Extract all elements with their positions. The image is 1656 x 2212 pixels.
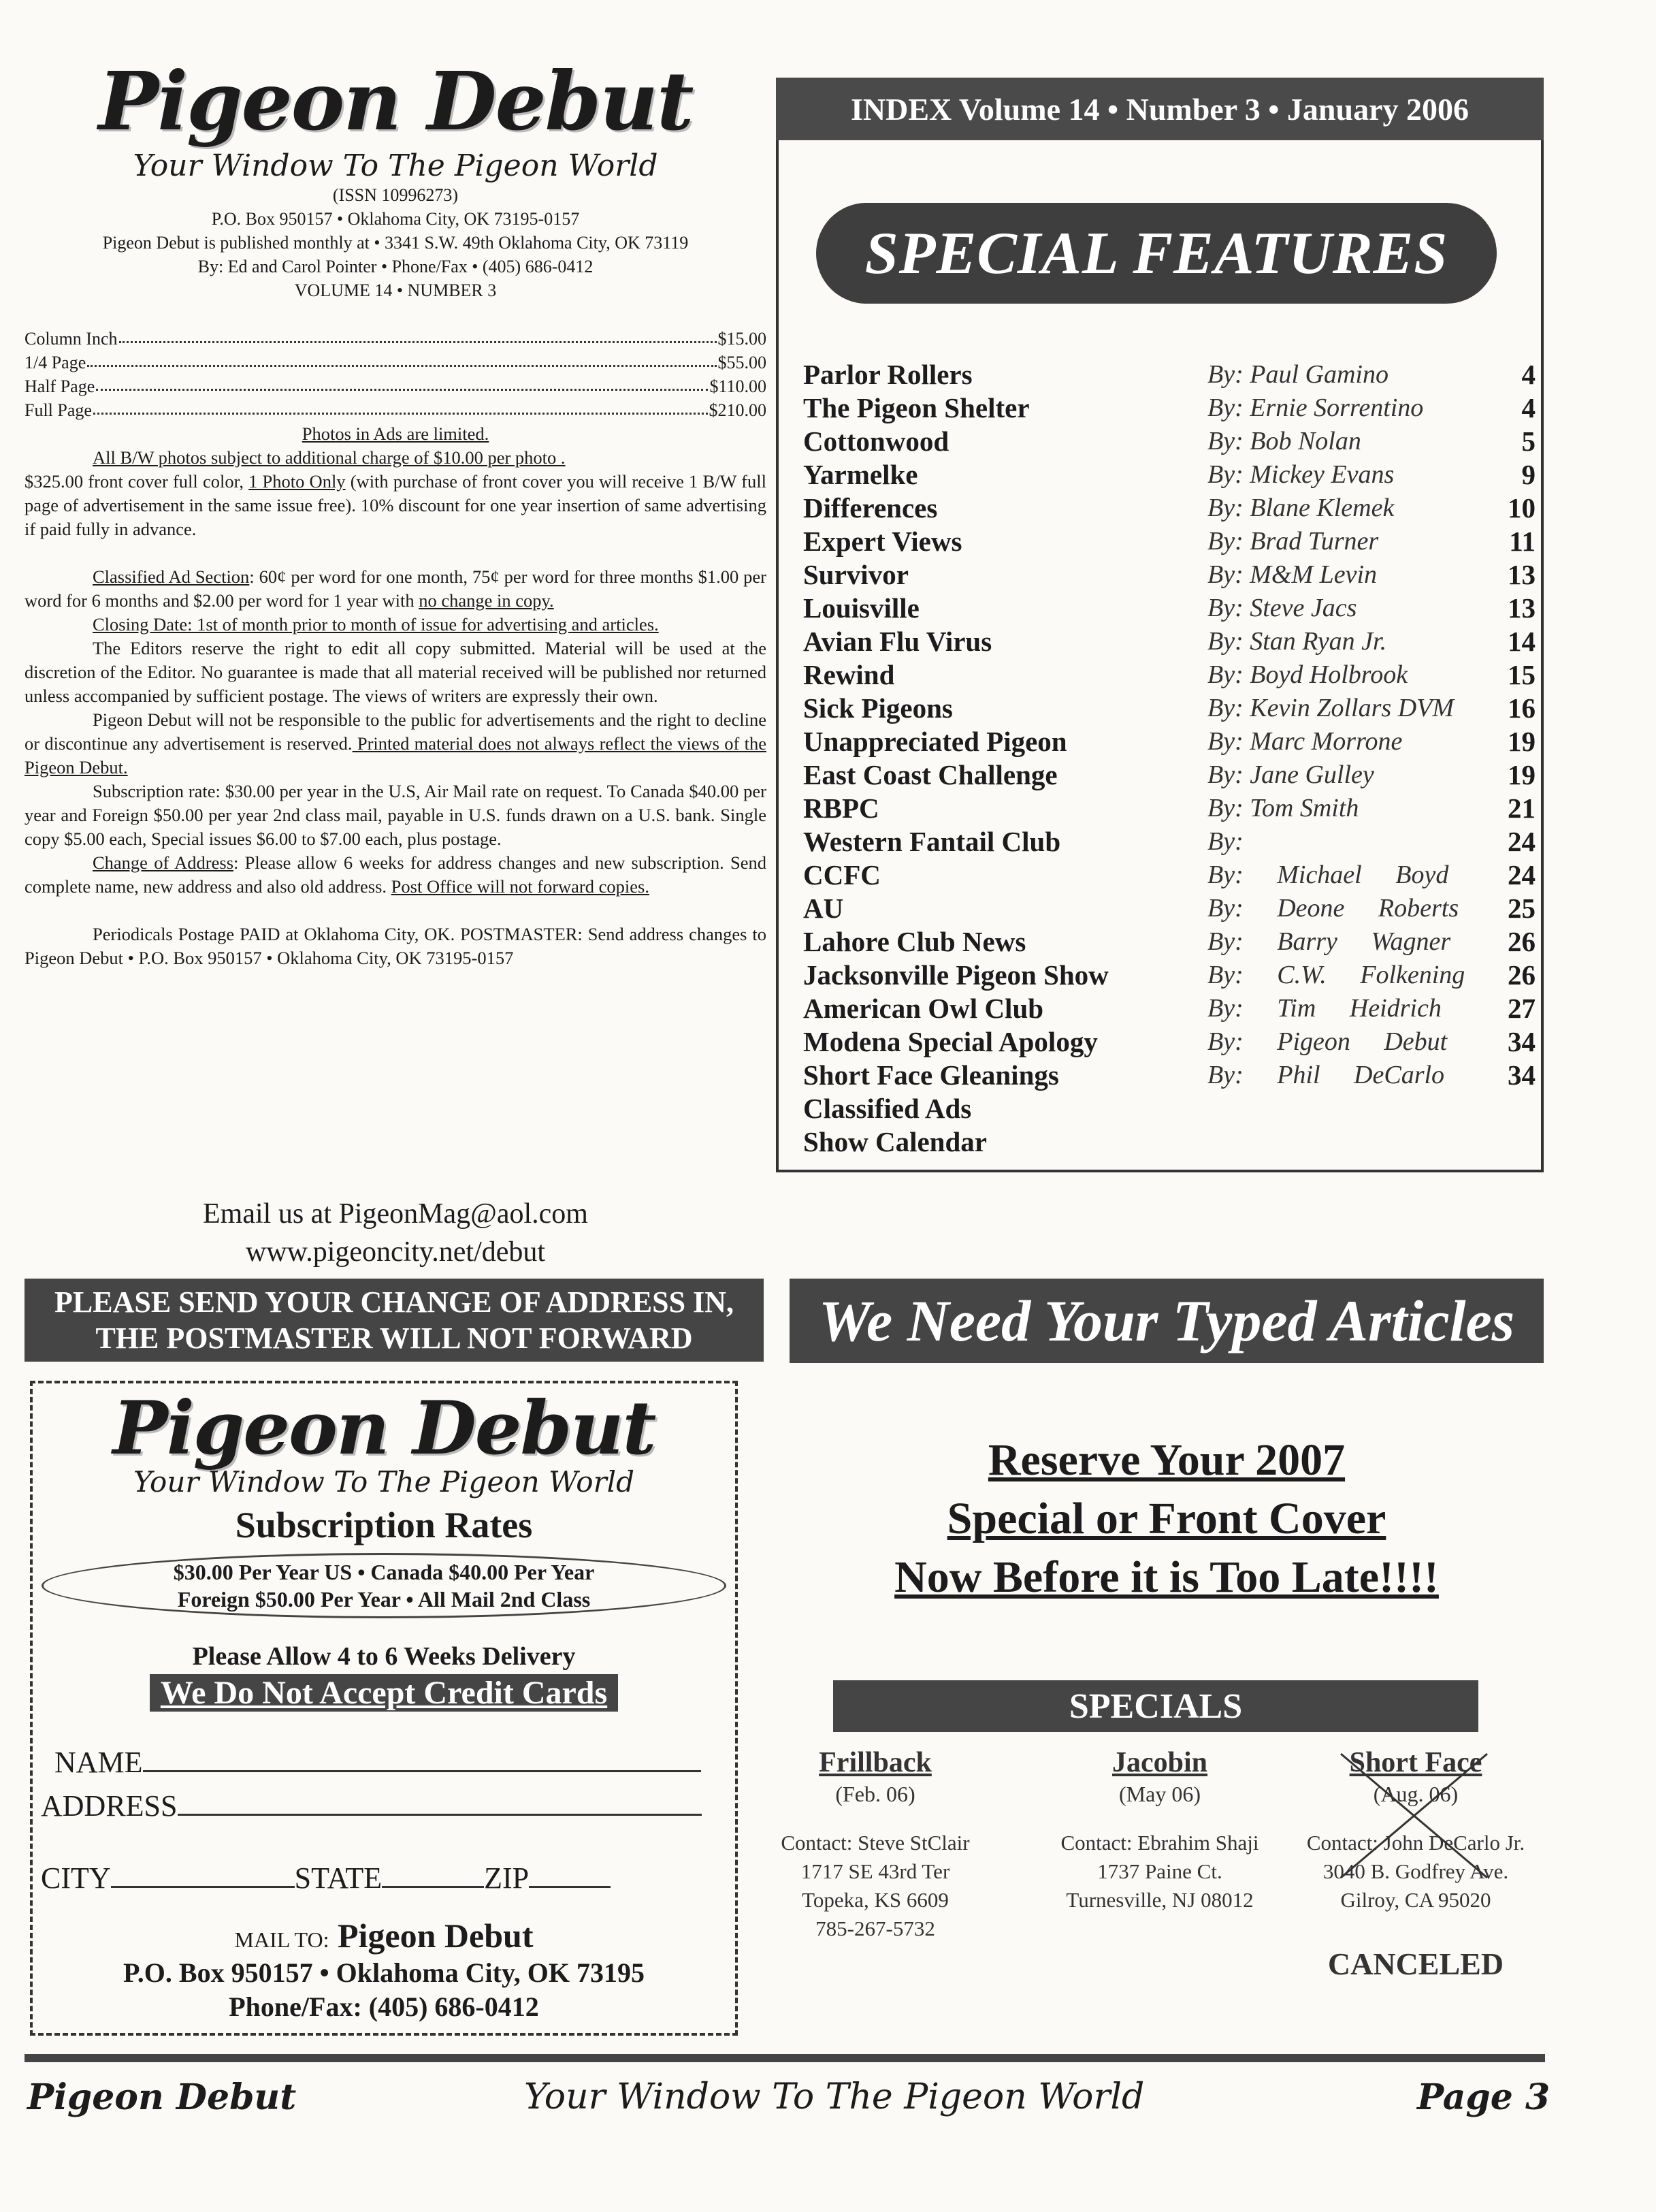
po-box-address: P.O. Box 950157 • Oklahoma City, OK 73195-0157 [211,209,580,229]
toc-page: 5 [1521,426,1536,457]
toc-author: By: [1207,827,1244,856]
subscription-rates-oval: $30.00 Per Year US • Canada $40.00 Per Year Foreign $50.00 Per Year • All Mail 2nd Class [42,1553,726,1618]
toc-page: 4 [1521,392,1536,423]
toc-row [803,1092,1536,1125]
subscription-rates-title: Subscription Rates [235,1505,533,1545]
toc-page: 27 [1508,993,1536,1024]
pigeon-debut-logo: Pigeon Debut [98,54,693,148]
canceled-cross-mark [1334,1748,1497,1885]
front-cover-rate: $325.00 front cover full color, 1 Photo Only (with purchase of front cover you will receive 1 B/W full page of advertisement in the same issue free). 10% discount for one year insertion of same advertising if paid fully in advance. [25,471,766,539]
toc-row [803,758,1536,792]
toc-title: Cottonwood [803,426,949,457]
change-of-address-banner: PLEASE SEND YOUR CHANGE OF ADDRESS IN, THE POSTMASTER WILL NOT FORWARD [25,1279,764,1362]
index-header: INDEX Volume 14 • Number 3 • January 2006 [776,78,1544,140]
toc-title: Show Calendar [803,1126,987,1157]
volume-number: VOLUME 14 • NUMBER 3 [294,280,497,300]
mail-address: P.O. Box 950157 • Oklahoma City, OK 73195 [123,1957,645,1988]
subscription-rate: Subscription rate: $30.00 per year in the U.S, Air Mail rate on request. To Canada $40.00 per year and Foreign $50.00 per year 2nd class mail, payable in U.S. funds drawn on a U.S. bank. Single copy $5.00 each, Special issues $6.00 to $7.00 each, plus postage. [25,781,766,849]
toc-title: Jacksonville Pigeon Show [803,959,1109,991]
mail-phone: Phone/Fax: (405) 686-0412 [229,1991,539,2022]
toc-page: 9 [1521,459,1536,490]
toc-title: Survivor [803,559,909,590]
toc-page: 14 [1508,626,1536,657]
address-field[interactable]: ADDRESS [41,1788,702,1823]
toc-row [803,992,1536,1025]
toc-row [803,825,1536,859]
toc-title: Unappreciated Pigeon [803,726,1067,757]
tagline: Your Window To The Pigeon World [133,148,658,183]
toc-title: Differences [803,492,938,524]
toc-page: 10 [1508,492,1536,524]
rate-row: 1/4 Page $55.00 [25,353,766,372]
toc-row [803,525,1536,558]
toc-title: Lahore Club News [803,926,1026,957]
typed-articles-banner: We Need Your Typed Articles [790,1279,1544,1363]
toc-page: 13 [1508,592,1536,624]
bw-photo-charge: All B/W photos subject to additional charge of $10.00 per photo . [93,447,566,468]
classified-ads-rate: Classified Ad Section: 60¢ per word for one month, 75¢ per word for three months $1.00 per word for 6 months and $2.00 per word for 1 year with no change in copy. [25,566,766,611]
reserve-cover-notice: Reserve Your 2007 Special or Front Cover Now Before it is Too Late!!!! [894,1435,1439,1602]
toc-title: CCFC [803,859,881,891]
rate-row: Half Page $110.00 [25,376,766,396]
closing-date: Closing Date: 1st of month prior to month of issue for advertising and articles. [93,614,659,635]
toc-row [803,592,1536,625]
tagline: Your Window To The Pigeon World [133,1465,634,1498]
publication-info [25,183,766,302]
toc-author: By: Tim Heidrich [1207,994,1442,1023]
website-line: www.pigeoncity.net/debut [245,1236,546,1268]
toc-author: By: Blane Klemek [1207,494,1395,522]
toc-title: Modena Special Apology [803,1026,1098,1057]
toc-row [803,1125,1536,1159]
footer-title: Pigeon Debut [27,2077,297,2118]
toc-page: 24 [1508,826,1536,857]
toc-row [803,492,1536,525]
toc-title: Yarmelke [803,459,918,490]
toc-author: By: Jane Gulley [1207,760,1374,789]
toc-title: Short Face Gleanings [803,1059,1059,1091]
toc-title: East Coast Challenge [803,759,1058,790]
toc-title: AU [803,893,844,924]
rate-row: Full Page $210.00 [25,400,766,420]
toc-row [803,792,1536,825]
toc-row [803,1059,1536,1092]
toc-author: By: Brad Turner [1207,527,1379,556]
toc-author: By: Pigeon Debut [1207,1027,1448,1056]
city-state-zip-field[interactable]: CITY STATE ZIP [41,1860,611,1895]
toc-page: 25 [1508,893,1536,924]
toc-page: 34 [1508,1026,1536,1057]
special-short-face: Short Face (Aug. 06) Contact: John DeCarlo Jr. 3040 B. Godfrey Ave. Gilroy, CA 95020 [1306,1747,1525,1912]
toc-author: By: Bob Nolan [1207,427,1361,455]
toc-row [803,358,1536,391]
ad-rates-table [25,325,766,421]
footer-rule [25,2054,1545,2062]
toc-row [803,859,1536,892]
index-panel [776,78,1544,1172]
toc-author: By: M&M Levin [1207,560,1378,589]
toc-page: 21 [1508,792,1536,824]
toc-author: By: Boyd Holbrook [1207,660,1408,689]
toc-title: Sick Pigeons [803,692,953,724]
toc-author: By: Ernie Sorrentino [1207,394,1424,422]
table-of-contents [803,358,1536,1159]
policy-text [25,422,766,970]
mail-to-line: MAIL TO: Pigeon Debut [234,1917,534,1955]
periodicals-postage: Periodicals Postage PAID at Oklahoma City, OK. POSTMASTER: Send address changes to Pigeon Debut • P.O. Box 950157 • Oklahoma City, OK 73195-0157 [25,924,766,968]
toc-author: By: Phil DeCarlo [1207,1061,1445,1089]
delivery-note: Please Allow 4 to 6 Weeks Delivery [192,1642,576,1671]
responsibility-statement: Pigeon Debut will not be responsible to the public for advertisements and the right to decline or discontinue any advertisement is reserved. Printed material does not always reflect the views of the Pigeon Debut. [25,709,766,778]
toc-row [803,959,1536,992]
canceled-label: CANCELED [1327,1946,1504,1981]
toc-page: 4 [1521,359,1536,390]
toc-author: By: Tom Smith [1207,794,1359,822]
toc-title: Expert Views [803,526,962,557]
toc-row [803,892,1536,925]
published-statement: Pigeon Debut is published monthly at • 3341 S.W. 49th Oklahoma City, OK 73119 [102,233,689,253]
publishers-line: By: Ed and Carol Pointer • Phone/Fax • (405) 686-0412 [197,257,594,276]
toc-title: Rewind [803,659,895,690]
toc-author: By: Paul Gamino [1207,360,1389,389]
toc-row [803,725,1536,758]
toc-title: Louisville [803,592,920,624]
toc-author: By: Marc Morrone [1207,727,1403,756]
toc-page: 34 [1508,1059,1536,1091]
toc-row [803,625,1536,658]
toc-author: By: Steve Jacs [1207,594,1357,622]
toc-row [803,658,1536,692]
toc-row [803,925,1536,959]
toc-author: By: Kevin Zollars DVM [1207,694,1455,722]
footer-tagline: Your Window To The Pigeon World [524,2077,1145,2117]
toc-row [803,558,1536,592]
toc-row [803,458,1536,492]
special-frillback: Frillback (Feb. 06) Contact: Steve StClair 1717 SE 43rd Ter Topeka, KS 6609 785-267-5732 [781,1747,970,1940]
toc-title: Avian Flu Virus [803,626,992,657]
no-credit-cards-label: We Do Not Accept Credit Cards [150,1674,618,1712]
toc-row [803,1025,1536,1059]
toc-author: By: Deone Roberts [1207,894,1459,923]
rate-row: Column Inch $15.00 [25,329,766,349]
toc-page: 19 [1508,759,1536,790]
toc-row [803,692,1536,725]
toc-author: By: Michael Boyd [1207,861,1449,889]
toc-title: The Pigeon Shelter [803,392,1030,423]
toc-page: 19 [1508,726,1536,757]
toc-author: By: Barry Wagner [1207,927,1451,956]
toc-page: 16 [1508,692,1536,724]
special-jacobin: Jacobin (May 06) Contact: Ebrahim Shaji 1737 Paine Ct. Turnesville, NJ 08012 [1060,1747,1259,1912]
toc-row [803,391,1536,425]
contact-info [25,1195,766,1271]
toc-page: 24 [1508,859,1536,891]
pigeon-debut-logo: Pigeon Debut [112,1385,655,1471]
toc-page: 26 [1508,926,1536,957]
toc-row [803,425,1536,458]
toc-page: 13 [1508,559,1536,590]
name-field[interactable]: NAME [54,1744,701,1780]
toc-page: 15 [1508,659,1536,690]
toc-title: RBPC [803,792,879,824]
issn: (ISSN 10996273) [332,185,459,205]
toc-title: Western Fantail Club [803,826,1061,857]
masthead [25,54,766,302]
toc-title: Parlor Rollers [803,359,973,390]
email-line: Email us at PigeonMag@aol.com [203,1198,588,1230]
toc-page: 11 [1509,526,1536,557]
toc-page: 26 [1508,959,1536,991]
editors-statement: The Editors reserve the right to edit all copy submitted. Material will be used at the discretion of the Editor. No guarantee is made that all material received will be published nor returned unless accompanied by sufficient postage. The views of writers are expressly their own. [25,638,766,706]
subscription-form [30,1381,738,2036]
toc-author: By: Mickey Evans [1207,460,1395,489]
specials-banner: SPECIALS [833,1680,1478,1732]
footer-page-number: Page 3 [1417,2077,1551,2118]
photos-limited: Photos in Ads are limited. [302,423,489,444]
toc-author: By: Stan Ryan Jr. [1207,627,1387,656]
toc-title: Classified Ads [803,1093,972,1124]
toc-title: American Owl Club [803,993,1044,1024]
change-of-address: Change of Address: Please allow 6 weeks for address changes and new subscription. Send complete name, new address and also old address. Post Office will not forward copies. [25,852,766,897]
special-features-banner: SPECIAL FEATURES [816,203,1497,304]
toc-author: By: C.W. Folkening [1207,961,1465,989]
